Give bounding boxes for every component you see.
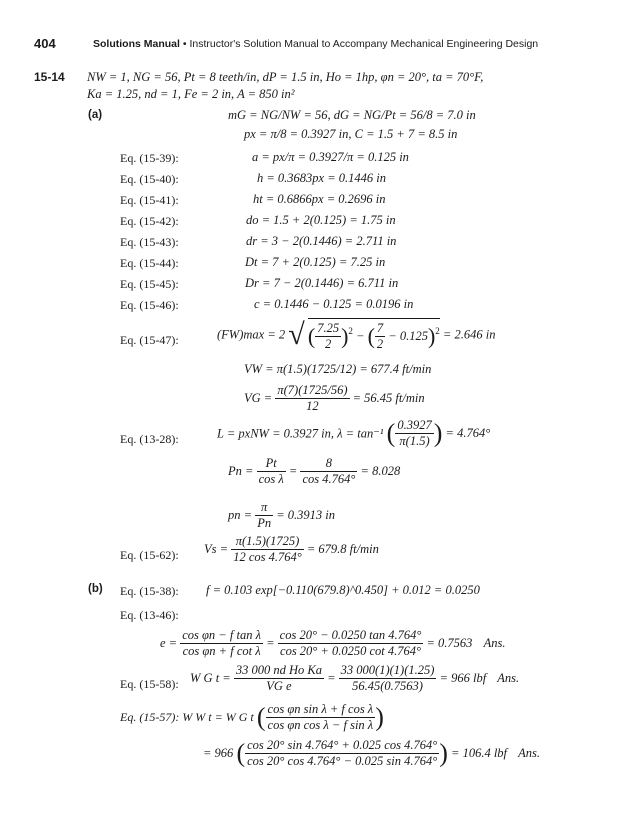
eq-result: = 106.4 lbf <box>451 746 508 760</box>
eq-ref: Eq. (15-42): <box>120 214 179 228</box>
frac-num: π(1.5)(1725) <box>231 534 304 550</box>
running-header <box>93 38 538 50</box>
eq-ref: Eq. (15-47): <box>120 333 179 347</box>
frac-tail: − 0.125 <box>388 329 428 343</box>
given-line-1: NW = 1, NG = 56, Pt = 8 teeth/in, dP = 1.5 in, Ho = 1hp, φn = 20°, ta = 70°F, <box>87 70 484 84</box>
eq-lhs: Pn = <box>228 464 254 478</box>
eq-ref: Eq. (15-58): <box>120 677 179 691</box>
eq-ref: Eq. (15-43): <box>120 235 179 249</box>
frac-den: 12 cos 4.764° <box>233 550 302 564</box>
frac-num: Pt <box>257 456 286 472</box>
frac-den: VG e <box>266 679 292 693</box>
eq-ref: Eq. (13-28): <box>120 432 179 446</box>
eq-equals: = <box>288 464 298 478</box>
frac-num: π(7)(1725/56) <box>277 383 348 397</box>
eq-lhs: pn = <box>228 508 253 522</box>
eq-ref: Eq. (15-41): <box>120 193 179 207</box>
eq-lhs: L = pxNW = 0.3927 in, λ = tan⁻¹ <box>217 426 384 441</box>
sliding-velocity <box>204 534 379 565</box>
face-width-equation <box>217 318 495 352</box>
frac-den: cos φn + f cot λ <box>182 644 261 658</box>
eq-lhs: = 966 <box>203 746 234 760</box>
part-b-label: (b) <box>88 583 103 595</box>
frac-den: 56.45(0.7563) <box>352 679 423 693</box>
eq-ref: Eq. (15-40): <box>120 172 179 186</box>
frac-den: 2 <box>325 337 332 351</box>
eq-ref: Eq. (15-44): <box>120 256 179 270</box>
answer-label: Ans. <box>497 671 520 685</box>
eq-result: = 2.646 in <box>442 327 496 342</box>
header-subtitle: Instructor's Solution Manual to Accompany Mechanical Engineering Design <box>189 38 539 50</box>
frac-num: cos φn − f tan λ <box>182 628 261 642</box>
frac-den: cos φn cos λ − f sin λ <box>267 718 374 732</box>
gear-ratio-line: mG = NG/NW = 56, dG = NG/Pt = 56/8 = 7.0 in <box>228 108 476 122</box>
frac-num: cos φn sin λ + f cos λ <box>267 702 374 716</box>
pitch-line: px = π/8 = 0.3927 in, C = 1.5 + 7 = 8.5 in <box>244 127 458 141</box>
frac-num: 33 000 nd Ho Ka <box>235 663 322 677</box>
eq-lhs: VG = <box>244 391 273 405</box>
eq-lhs: e = <box>160 636 178 650</box>
frac-den: Pn <box>257 516 272 530</box>
eq-lhs: W G t = <box>190 671 231 685</box>
part-a-label: (a) <box>88 109 103 121</box>
frac-num: 0.3927 <box>397 418 432 432</box>
eq-expression: do = 1.5 + 2(0.125) = 1.75 in <box>246 213 396 227</box>
eq-expression: dr = 3 − 2(0.1446) = 2.711 in <box>246 234 397 248</box>
answer-label: Ans. <box>483 636 506 650</box>
sqrt-sign: √ <box>288 318 305 351</box>
efficiency-equation: e = $\frac{\text{cos φn − f tan λ}}{\text{cos φn + f cot λ}}$ = $\frac{\cos 20^\circ - 0.0250 \tan 4.764^\circ}{\cos 20^\circ + 0.0250 \cot 4.764^\circ}$ = 0.7563 Ans. <box>160 628 506 658</box>
eq-ref: Eq. (15-62): <box>120 548 179 562</box>
eq-result: = 679.8 ft/min <box>306 542 379 556</box>
eq-result: = 56.45 ft/min <box>352 391 425 405</box>
eq-ref: Eq. (15-45): <box>120 277 179 291</box>
page-number: 404 <box>34 36 56 51</box>
header-bullet: • <box>182 38 187 50</box>
frac-den: cos 20° + 0.0250 cot 4.764° <box>280 644 422 658</box>
eq-ref: Eq. (15-38): <box>120 584 179 598</box>
eq-result: = 0.7563 <box>426 636 473 650</box>
frac-num: 7.25 <box>317 321 340 335</box>
frac-den: cos 20° cos 4.764° − 0.025 sin 4.764° <box>247 754 438 768</box>
frac-num: 33 000(1)(1)(1.25) <box>340 663 435 677</box>
eq-ref: Eq. (15-39): <box>120 151 179 165</box>
book-label: Solutions Manual <box>93 38 180 50</box>
gear-load-equation: W G t = $\frac{\text{33 000 nd Ho Ka}}{\text{VG e}}$ = $\frac{33 000(1)(1)(1.25)}{56.45(0.7563)}$ = 966 lbf Ans. <box>190 663 520 693</box>
eq-expression: Dt = 7 + 2(0.125) = 7.25 in <box>245 255 386 269</box>
eq-result: = 966 lbf <box>439 671 487 685</box>
frac-den: cos 4.764° <box>302 472 356 486</box>
frac-num: cos 20° sin 4.764° + 0.025 cos 4.764° <box>247 738 438 752</box>
friction-equation: f = 0.103 exp[−0.110(679.8)^0.450] + 0.012 = 0.0250 <box>206 583 480 597</box>
frac-num: 7 <box>376 321 384 335</box>
eq-result: = 0.3913 in <box>276 508 335 522</box>
eq-lhs: (FW)max = 2 <box>217 327 286 342</box>
frac-den: π(1.5) <box>399 434 430 448</box>
normal-circular-pitch <box>228 500 335 531</box>
frac-num: π <box>255 500 273 516</box>
eq-expression: c = 0.1446 − 0.125 = 0.0196 in <box>254 297 414 311</box>
eq-lhs: Vs = <box>204 542 229 556</box>
frac-den: 2 <box>376 337 384 351</box>
eq-lhs: Eq. (15-57): W W t = W G t <box>120 710 254 724</box>
frac-num: cos 20° − 0.0250 tan 4.764° <box>279 628 422 642</box>
worm-velocity: VW = π(1.5)(1725/12) = 677.4 ft/min <box>244 362 432 376</box>
eq-ref: Eq. (13-46): <box>120 608 179 622</box>
problem-number: 15-14 <box>34 70 65 84</box>
eq-expression: a = px/π = 0.3927/π = 0.125 in <box>252 150 409 164</box>
answer-label: Ans. <box>518 746 541 760</box>
worm-load-equation: Eq. (15-57): W W t = W G t ( $\frac{\text{cos φn sin λ + f cos λ}}{\text{cos φn cos λ − f sin λ}}$ ) <box>120 702 384 732</box>
eq-expression: ht = 0.6866px = 0.2696 in <box>253 192 386 206</box>
lead-angle-equation: L = pxNW = 0.3927 in, λ = tan⁻¹ ( $\frac{0.3927}{\pi(1.5)}$ ) = 4.764° <box>217 418 491 448</box>
given-line-2: Ka = 1.25, nd = 1, Fe = 2 in, A = 850 in² <box>87 87 295 101</box>
eq-result: = 8.028 <box>360 464 401 478</box>
eq-expression: Dr = 7 − 2(0.1446) = 6.711 in <box>245 276 399 290</box>
worm-load-result: = 966 ( $\frac{\cos 20^\circ \sin 4.764^\circ + 0.025 \cos 4.764^\circ}{\cos 20^\circ \cos 4.764^\circ - 0.025 \sin 4.764^\circ}$ ) = 106.4 lbf Ans. <box>203 738 541 768</box>
eq-result: = 4.764° <box>445 426 491 440</box>
frac-den: cos λ <box>258 472 284 486</box>
normal-pitch-equation <box>228 456 400 487</box>
gear-velocity <box>244 383 425 414</box>
eq-expression: h = 0.3683px = 0.1446 in <box>257 171 387 185</box>
sqrt-body: ( $\frac{7.25}{2}$ )$^2$ − ( $\frac{7}{2}$ − 0.125)$^2$ <box>308 318 440 352</box>
frac-num: 8 <box>300 456 357 472</box>
frac-den: 12 <box>306 399 319 413</box>
eq-ref: Eq. (15-46): <box>120 298 179 312</box>
